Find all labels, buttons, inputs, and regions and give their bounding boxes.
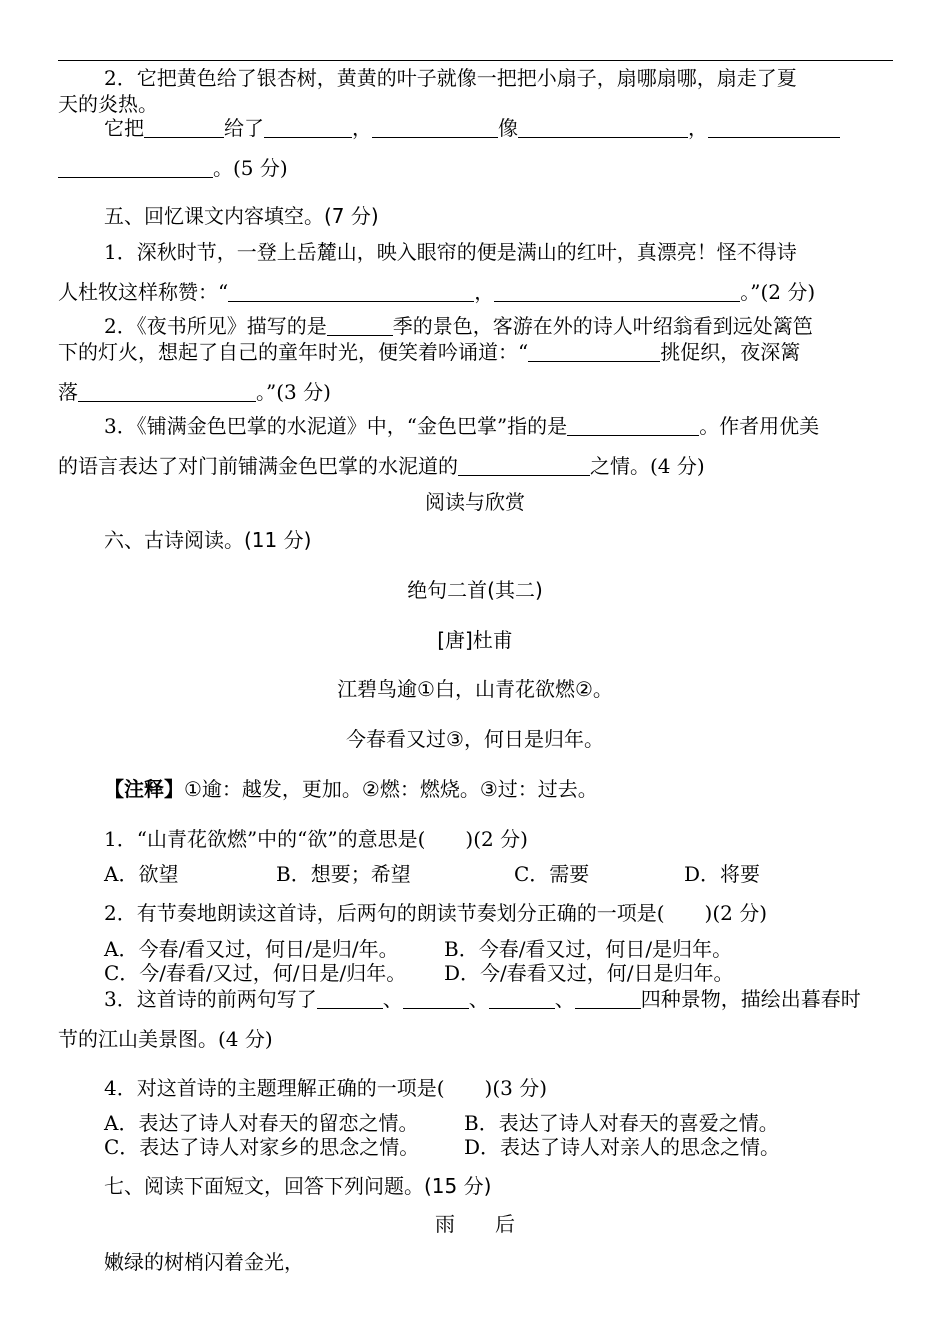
option-a[interactable]: A．欲望 <box>104 862 179 886</box>
s5-q3-line1: 3．《铺满金色巴掌的水泥道》中，“金色巴掌”指的是 。作者用优美 <box>104 414 820 438</box>
poem-title: 绝句二首(其二) <box>407 578 543 602</box>
s5-q2-line1: 2．《夜书所见》描写的是 季的景色，客游在外的诗人叶绍翁看到远处篱笆 <box>104 314 813 338</box>
option-c[interactable]: C．今/春看/又过，何/日是/归年。 <box>104 961 407 985</box>
answer-blank[interactable] <box>708 117 840 138</box>
s6-q3-line1: 3．这首诗的前两句写了 、 、 、 四种景物，描绘出暮春时 <box>104 987 861 1011</box>
answer-blank[interactable] <box>489 988 555 1009</box>
s6-q2-options-row2 <box>104 961 734 985</box>
answer-blank[interactable] <box>518 117 688 138</box>
top-rule <box>58 60 893 61</box>
option-b[interactable]: B．想要；希望 <box>276 862 411 886</box>
poem-line-2: 今春看又过③，何日是归年。 <box>346 727 604 751</box>
q4-2-text-line2: 天的炎热。 <box>58 92 158 116</box>
s6-q1: 1．“山青花欲燃”中的“欲”的意思是( )(2 分) <box>104 827 528 851</box>
s6-q4-options-row1 <box>104 1111 779 1135</box>
passage-first-line: 嫩绿的树梢闪着金光， <box>104 1250 304 1274</box>
s6-q4-options-row2 <box>104 1135 780 1159</box>
reading-section-title: 阅读与欣赏 <box>425 490 525 514</box>
answer-blank[interactable] <box>317 988 383 1009</box>
q4-2-fill-line2: 。(5 分) <box>58 156 288 180</box>
option-d[interactable]: D．表达了诗人对亲人的思念之情。 <box>464 1135 781 1159</box>
section7-heading: 七、阅读下面短文，回答下列问题。(15 分) <box>104 1174 492 1198</box>
option-d[interactable]: D．将要 <box>684 862 761 886</box>
s6-q2-options-row1 <box>104 937 732 961</box>
option-a[interactable]: A．今春/看又过，何日/是归/年。 <box>104 937 399 961</box>
poem-line-1: 江碧鸟逾①白，山青花欲燃②。 <box>337 677 613 701</box>
s6-q4: 4．对这首诗的主题理解正确的一项是( )(3 分) <box>104 1076 548 1100</box>
section5-heading: 五、回忆课文内容填空。(7 分) <box>104 204 379 228</box>
answer-blank[interactable] <box>264 117 352 138</box>
answer-blank[interactable] <box>567 415 699 436</box>
section6-heading: 六、古诗阅读。(11 分) <box>104 528 312 552</box>
option-c[interactable]: C．需要 <box>514 862 590 886</box>
q4-2-text-line1: 2．它把黄色给了银杏树，黄黄的叶子就像一把把小扇子，扇哪扇哪，扇走了夏 <box>104 66 797 90</box>
option-a[interactable]: A．表达了诗人对春天的留恋之情。 <box>104 1111 419 1135</box>
s5-q2-line3: 落 。”(3 分) <box>58 380 331 404</box>
answer-blank[interactable] <box>372 117 498 138</box>
s5-q1-line2: 人杜牧这样称赞：“ ， 。”(2 分) <box>58 280 816 304</box>
option-d[interactable]: D．今/春看又过，何/日是归年。 <box>444 961 734 985</box>
s6-q2: 2．有节奏地朗读这首诗，后两句的朗读节奏划分正确的一项是( )(2 分) <box>104 901 768 925</box>
s5-q2-line2: 下的灯火，想起了自己的童年时光，便笑着吟诵道：“ 挑促织，夜深篱 <box>58 340 801 364</box>
poem-notes: 【注释】①逾：越发，更加。②燃：燃烧。③过：过去。 <box>104 777 598 801</box>
option-b[interactable]: B．今春/看又过，何日/是归年。 <box>444 937 733 961</box>
answer-blank[interactable] <box>144 117 224 138</box>
answer-blank[interactable] <box>78 381 256 402</box>
passage-title: 雨 后 <box>435 1212 515 1236</box>
poem-author: [唐]杜甫 <box>437 628 513 652</box>
q4-2-fill-line: 它把 给了 ， 像 ， <box>104 116 840 140</box>
answer-blank[interactable] <box>575 988 641 1009</box>
s5-q1-line1: 1．深秋时节，一登上岳麓山，映入眼帘的便是满山的红叶，真漂亮！怪不得诗 <box>104 240 797 264</box>
s6-q1-options <box>104 862 760 886</box>
option-b[interactable]: B．表达了诗人对春天的喜爱之情。 <box>464 1111 779 1135</box>
s5-q3-line2: 的语言表达了对门前铺满金色巴掌的水泥道的 之情。(4 分) <box>58 454 705 478</box>
answer-blank[interactable] <box>58 157 213 178</box>
answer-blank[interactable] <box>327 315 393 336</box>
answer-blank[interactable] <box>494 281 740 302</box>
s6-q3-line2: 节的江山美景图。(4 分) <box>58 1027 273 1051</box>
answer-blank[interactable] <box>458 455 590 476</box>
answer-blank[interactable] <box>403 988 469 1009</box>
option-c[interactable]: C．表达了诗人对家乡的思念之情。 <box>104 1135 420 1159</box>
answer-blank[interactable] <box>528 341 660 362</box>
answer-blank[interactable] <box>228 281 474 302</box>
